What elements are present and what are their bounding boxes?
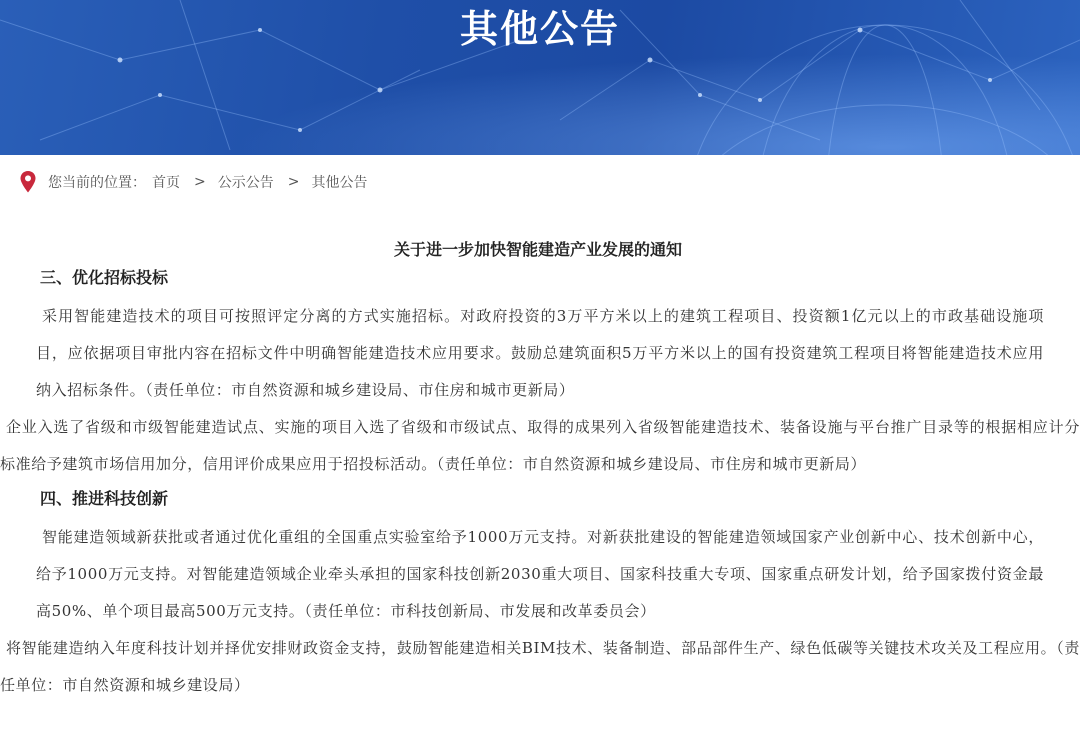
breadcrumb [20,168,373,196]
article-paragraph: 智能建造领域新获批或者通过优化重组的全国重点实验室给予1000万元支持。对新获批建设的智能建造领域国家产业创新中心、技术创新中心，给予1000万元支持。对智能建造领域企业牵头承担的国家科技创新2030重大项目、国家科技重大专项、国家重点研发计划，给予国家拨付资金最高50%、单个项目最高500万元支持。（责任单位：市科技创新局、市发展和改革委员会） [36,528,1044,620]
article-paragraph: 采用智能建造技术的项目可按照评定分离的方式实施招标。对政府投资的3万平方米以上的建筑工程项目、投资额1亿元以上的市政基础设施项目，应依据项目审批内容在招标文件中明确智能建造技术应用要求。鼓励总建筑面积5万平方米以上的国有投资建筑工程项目将智能建造技术应用纳入招标条件。（责任单位：市自然资源和城乡建设局、市住房和城市更新局） [36,307,1044,399]
article-title: 关于进一步加快智能建造产业发展的通知 [393,240,682,259]
article-paragraph: 将智能建造纳入年度科技计划并择优安排财政资金支持，鼓励智能建造相关BIM技术、装备制造、部品部件生产、绿色低碳等关键技术攻关及工程应用。（责任单位：市自然资源和城乡建设局） [0,639,1080,694]
section-heading: 三、优化招标投标 [40,268,169,287]
banner [0,0,1080,155]
location-pin-icon [20,171,36,193]
breadcrumb-other-notices[interactable]: 其他公告 [311,175,368,191]
breadcrumb-home[interactable]: 首页 [152,175,180,191]
breadcrumb-prefix: 您当前的位置： [48,175,146,191]
article-paragraph: 企业入选了省级和市级智能建造试点、实施的项目入选了省级和市级试点、取得的成果列入省级智能建造技术、装备设施与平台推广目录等的根据相应计分标准给予建筑市场信用加分，信用评价成果应用于招投标活动。（责任单位：市自然资源和城乡建设局、市住房和城市更新局） [0,418,1080,473]
section-heading: 四、推进科技创新 [40,489,169,508]
breadcrumb-separator: > [194,174,206,190]
banner-title: 其他公告 [459,7,620,51]
breadcrumb-separator: > [287,174,300,190]
article [0,234,1080,704]
breadcrumb-notices[interactable]: 公示公告 [217,175,274,191]
